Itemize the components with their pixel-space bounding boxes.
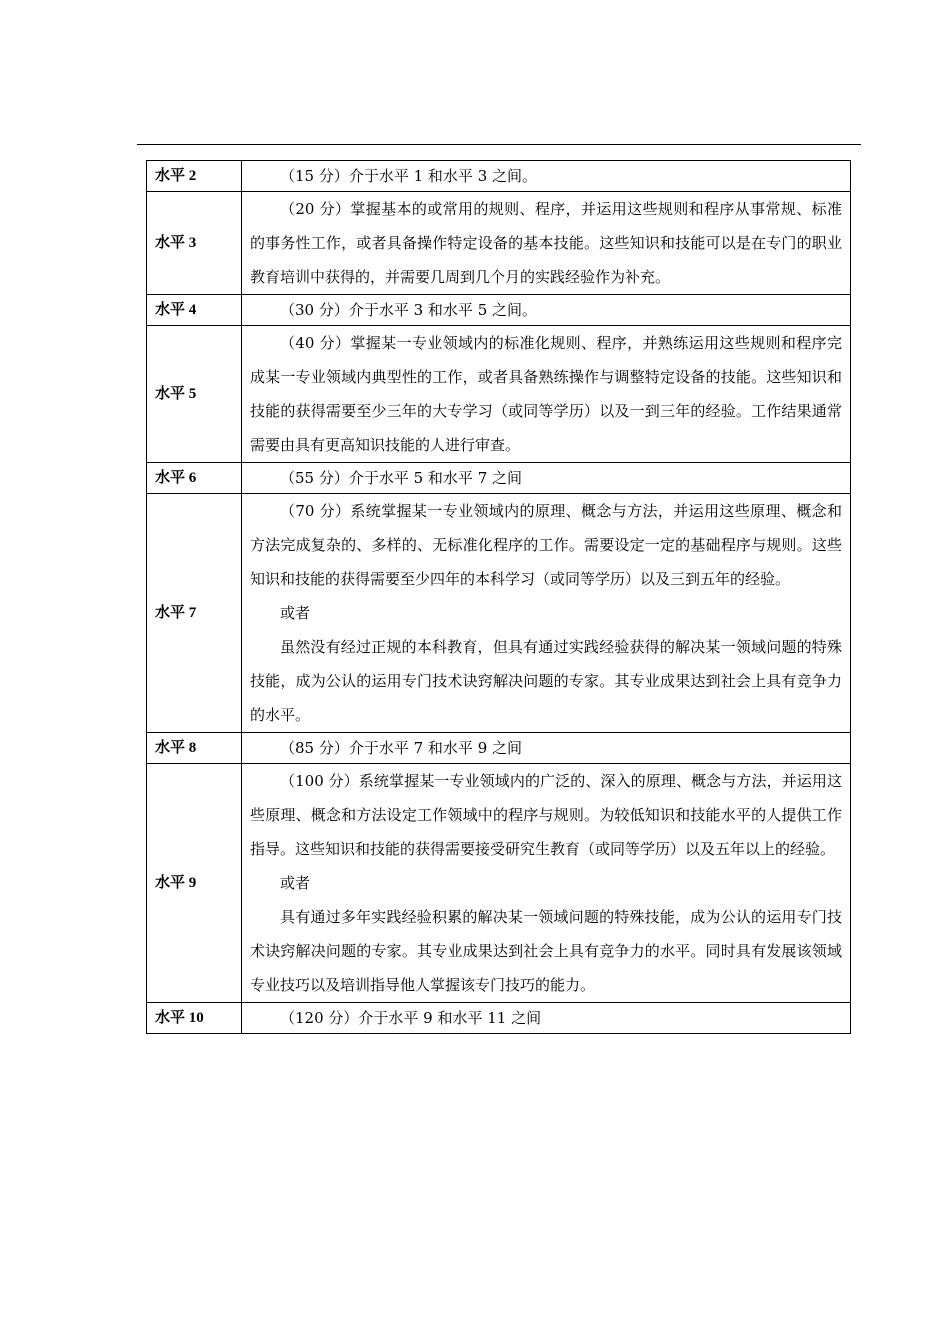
description-paragraph: （120 分）介于水平 9 和水平 11 之间 bbox=[280, 1009, 542, 1027]
level-table bbox=[146, 160, 851, 1034]
table-row bbox=[147, 295, 851, 326]
description-paragraph: （55 分）介于水平 5 和水平 7 之间 bbox=[280, 469, 523, 487]
header-rule bbox=[137, 144, 861, 145]
description-paragraph: 虽然没有经过正规的本科教育，但具有通过实践经验获得的解决某一领域问题的特殊技能，成为公认的运用专门技术诀窍解决问题的专家。其专业成果达到社会上具有竞争力的水平。 bbox=[250, 638, 842, 724]
level-label: 水平 3 bbox=[147, 192, 242, 295]
description-paragraph: （30 分）介于水平 3 和水平 5 之间。 bbox=[280, 301, 538, 319]
table-row bbox=[147, 326, 851, 463]
level-label: 水平 8 bbox=[147, 733, 242, 764]
level-label: 水平 9 bbox=[147, 764, 242, 1003]
level-label: 水平 2 bbox=[147, 161, 242, 192]
table-row bbox=[147, 463, 851, 494]
level-label: 水平 6 bbox=[147, 463, 242, 494]
table-row bbox=[147, 494, 851, 733]
level-label: 水平 10 bbox=[147, 1003, 242, 1034]
table-row bbox=[147, 764, 851, 1003]
description-paragraph: （20 分）掌握基本的或常用的规则、程序，并运用这些规则和程序从事常规、标准的事务性工作，或者具备操作特定设备的基本技能。这些知识和技能可以是在专门的职业教育培训中获得的，并需要几周到几个月的实践经验作为补充。 bbox=[250, 200, 842, 286]
description-paragraph: （70 分）系统掌握某一专业领域内的原理、概念与方法，并运用这些原理、概念和方法完成复杂的、多样的、无标准化程序的工作。需要设定一定的基础程序与规则。这些知识和技能的获得需要至少四年的本科学习（或同等学历）以及三到五年的经验。 bbox=[250, 502, 842, 588]
level-description bbox=[242, 733, 851, 764]
description-paragraph: （85 分）介于水平 7 和水平 9 之间 bbox=[280, 739, 523, 757]
level-description bbox=[242, 295, 851, 326]
table-row bbox=[147, 192, 851, 295]
level-description bbox=[242, 161, 851, 192]
table-row bbox=[147, 1003, 851, 1034]
description-paragraph: 具有通过多年实践经验积累的解决某一领域问题的特殊技能，成为公认的运用专门技术诀窍解决问题的专家。其专业成果达到社会上具有竞争力的水平。同时具有发展该领域专业技巧以及培训指导他人掌握该专门技巧的能力。 bbox=[250, 908, 842, 994]
level-description bbox=[242, 494, 851, 733]
level-description bbox=[242, 764, 851, 1003]
table-row bbox=[147, 733, 851, 764]
description-paragraph: （15 分）介于水平 1 和水平 3 之间。 bbox=[280, 167, 538, 185]
description-paragraph: 或者 bbox=[280, 604, 311, 622]
level-table-body bbox=[147, 161, 851, 1034]
level-description bbox=[242, 326, 851, 463]
description-paragraph: （100 分）系统掌握某一专业领域内的广泛的、深入的原理、概念与方法，并运用这些原理、概念和方法设定工作领域中的程序与规则。为较低知识和技能水平的人提供工作指导。这些知识和技能的获得需要接受研究生教育（或同等学历）以及五年以上的经验。 bbox=[250, 772, 842, 858]
level-label: 水平 4 bbox=[147, 295, 242, 326]
level-description bbox=[242, 1003, 851, 1034]
level-label: 水平 7 bbox=[147, 494, 242, 733]
table-row bbox=[147, 161, 851, 192]
level-label: 水平 5 bbox=[147, 326, 242, 463]
level-description bbox=[242, 463, 851, 494]
description-paragraph: （40 分）掌握某一专业领域内的标准化规则、程序，并熟练运用这些规则和程序完成某一专业领域内典型性的工作，或者具备熟练操作与调整特定设备的技能。这些知识和技能的获得需要至少三年的大专学习（或同等学历）以及一到三年的经验。工作结果通常需要由具有更高知识技能的人进行审查。 bbox=[250, 334, 842, 454]
description-paragraph: 或者 bbox=[280, 874, 311, 892]
level-description bbox=[242, 192, 851, 295]
